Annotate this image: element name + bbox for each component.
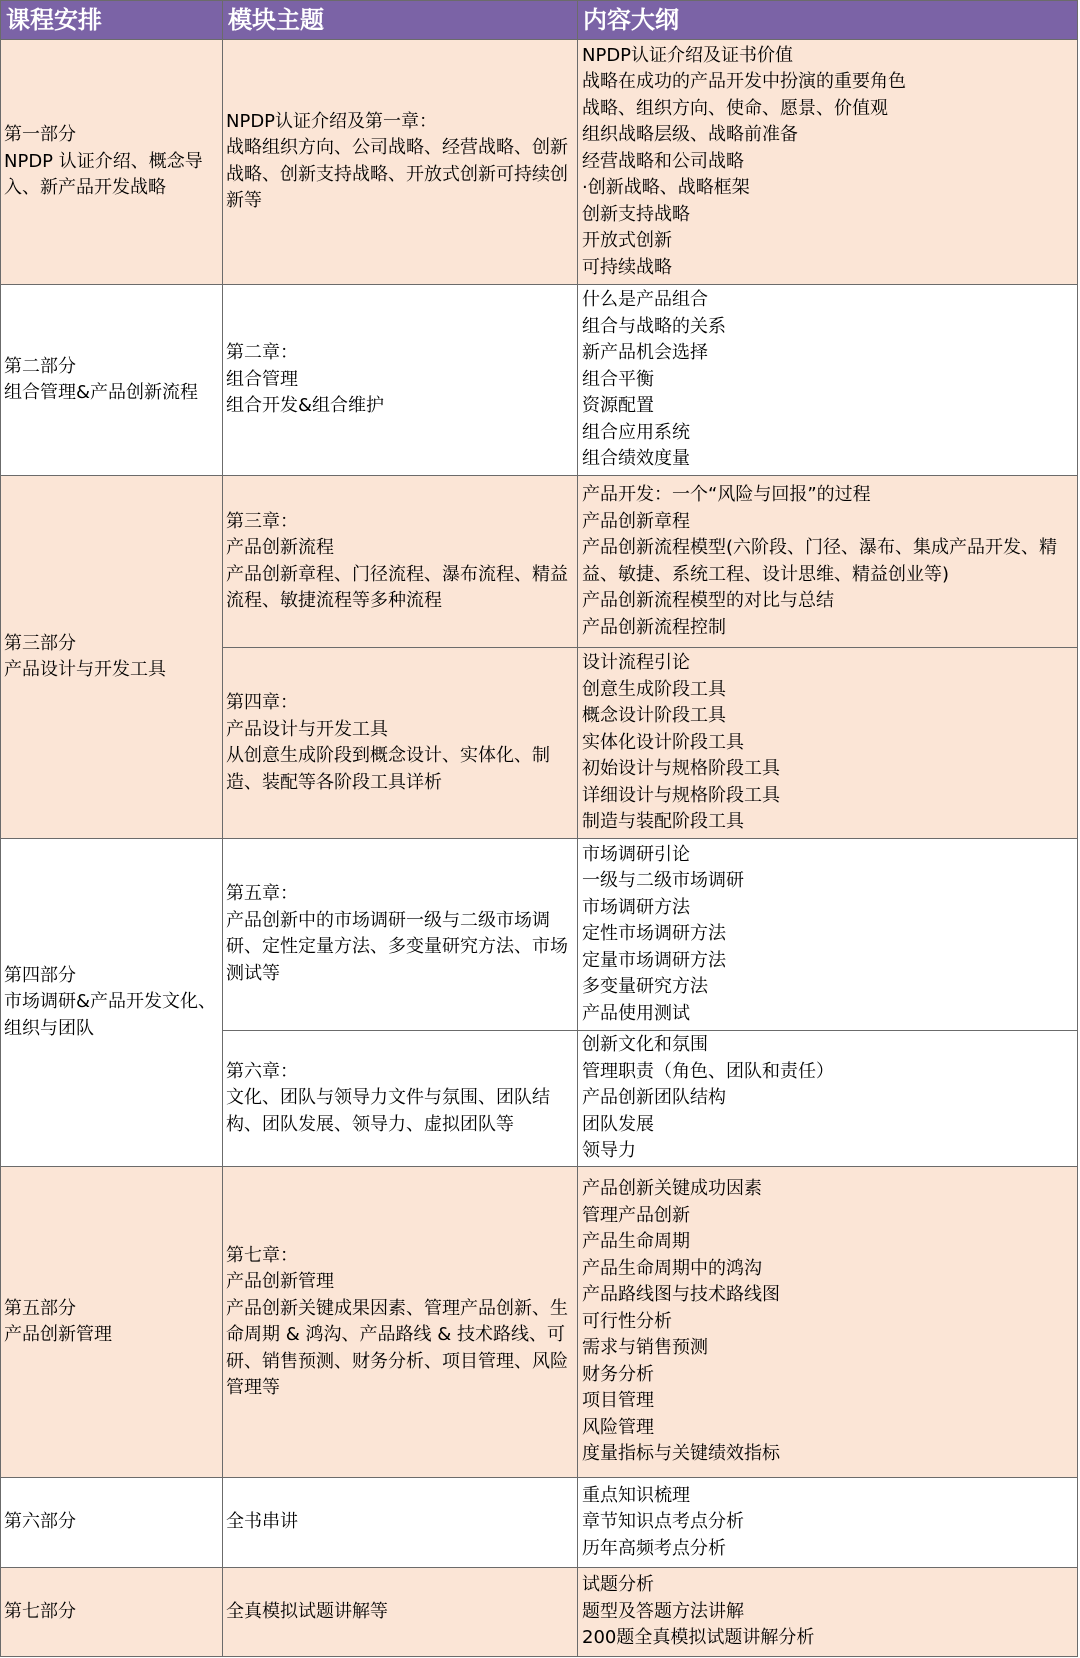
- outline-cell: [578, 284, 1078, 475]
- outline-item: 团队发展: [582, 1113, 654, 1135]
- part-label: 第四部分: [4, 964, 76, 986]
- outline-item: 产品创新章程: [582, 510, 690, 532]
- topic-line: 组合开发&组合维护: [226, 395, 385, 417]
- outline-item: 需求与销售预测: [582, 1337, 708, 1359]
- outline-cell: [578, 1167, 1078, 1478]
- outline-cell: [578, 476, 1078, 648]
- outline-item: 市场调研方法: [582, 896, 690, 918]
- outline-item: 设计流程引论: [582, 652, 690, 674]
- outline-cell: [578, 1030, 1078, 1167]
- header-module-topic: 模块主题: [223, 1, 578, 40]
- part-label: 第二部分: [4, 355, 76, 377]
- outline-item: 产品创新团队结构: [582, 1087, 726, 1109]
- part-label: 第六部分: [4, 1511, 76, 1533]
- outline-item: 创新支持战略: [582, 203, 690, 225]
- outline-item: 组合绩效度量: [582, 448, 690, 470]
- outline-item: 产品使用测试: [582, 1002, 690, 1024]
- part-cell: [1, 1567, 223, 1656]
- topic-cell: [223, 40, 578, 285]
- outline-item: 章节知识点考点分析: [582, 1511, 744, 1533]
- outline-item: 市场调研引论: [582, 843, 690, 865]
- table-row: [1, 40, 1078, 285]
- outline-item: 初始设计与规格阶段工具: [582, 758, 780, 780]
- topic-line: 产品创新中的市场调研一级与二级市场调研、定性定量方法、多变量研究方法、市场测试等: [226, 909, 568, 984]
- topic-cell: [223, 1030, 578, 1167]
- part-title: 组合管理&产品创新流程: [4, 382, 199, 404]
- outline-item: 财务分析: [582, 1363, 654, 1385]
- part-cell: [1, 1477, 223, 1567]
- outline-item: 管理产品创新: [582, 1204, 690, 1226]
- topic-line: 第二章：: [226, 342, 298, 364]
- part-title: NPDP 认证介绍、概念导入、新产品开发战略: [4, 150, 203, 199]
- header-row: [1, 1, 1078, 40]
- outline-item: 度量指标与关键绩效指标: [582, 1443, 780, 1465]
- topic-line: 第七章：: [226, 1244, 298, 1266]
- outline-item: 试题分析: [582, 1574, 654, 1596]
- topic-line: 第五章：: [226, 883, 298, 905]
- outline-item: 200题全真模拟试题讲解分析: [582, 1627, 815, 1649]
- table-row: [1, 1167, 1078, 1478]
- header-course-arrangement: 课程安排: [1, 1, 223, 40]
- topic-cell: [223, 1567, 578, 1656]
- part-title: 产品创新管理: [4, 1324, 112, 1345]
- outline-cell: [578, 839, 1078, 1030]
- outline-item: 可行性分析: [582, 1310, 672, 1332]
- part-title: 市场调研&产品开发文化、组织与团队: [4, 991, 217, 1039]
- outline-item: 多变量研究方法: [582, 976, 708, 998]
- part-cell: [1, 839, 223, 1167]
- topic-line: NPDP认证介绍及第一章：: [226, 110, 438, 132]
- part-label: 第七部分: [4, 1600, 76, 1622]
- outline-item: 组织战略层级、战略前准备: [582, 124, 798, 146]
- part-label: 第三部分: [4, 632, 76, 654]
- outline-item: 题型及答题方法讲解: [582, 1600, 744, 1622]
- outline-item: 详细设计与规格阶段工具: [582, 784, 780, 806]
- header-content-outline: 内容大纲: [578, 1, 1078, 40]
- outline-item: 经营战略和公司战略: [582, 150, 744, 172]
- outline-cell: [578, 648, 1078, 839]
- outline-item: 定性市场调研方法: [582, 923, 726, 945]
- part-cell: [1, 1167, 223, 1478]
- outline-item: 产品创新流程模型(六阶段、门径、瀑布、集成产品开发、精益、敏捷、系统工程、设计思维、精益创业等): [582, 537, 1058, 585]
- topic-line: 产品创新管理: [226, 1271, 334, 1292]
- topic-line: 组合管理: [226, 368, 298, 390]
- outline-item: 风险管理: [582, 1416, 654, 1438]
- outline-cell: [578, 1567, 1078, 1656]
- outline-item: 产品生命周期中的鸿沟: [582, 1257, 762, 1279]
- outline-cell: [578, 1477, 1078, 1567]
- topic-cell: [223, 476, 578, 648]
- part-cell: [1, 476, 223, 839]
- outline-item: 产品创新关键成功因素: [582, 1178, 762, 1200]
- part-cell: [1, 284, 223, 475]
- outline-item: 战略在成功的产品开发中扮演的重要角色: [582, 71, 906, 93]
- outline-item: 开放式创新: [582, 230, 672, 252]
- outline-item: 组合平衡: [582, 368, 654, 390]
- outline-item: 定量市场调研方法: [582, 949, 726, 971]
- topic-line: 第三章：: [226, 510, 298, 532]
- topic-line: 战略组织方向、公司战略、经营战略、创新战略、创新支持战略、开放式创新可持续创新等: [226, 137, 568, 212]
- table-row: [1, 1477, 1078, 1567]
- part-cell: [1, 40, 223, 285]
- outline-item: 产品生命周期: [582, 1231, 690, 1253]
- outline-item: 领导力: [582, 1140, 636, 1162]
- outline-item: 概念设计阶段工具: [582, 705, 726, 727]
- outline-item: 实体化设计阶段工具: [582, 731, 744, 753]
- topic-cell: [223, 1167, 578, 1478]
- topic-line: 产品创新关键成果因素、管理产品创新、生命周期 & 鸿沟、产品路线 & 技术路线、可研、销售预测、财务分析、项目管理、风险管理等: [226, 1297, 568, 1398]
- outline-item: 产品创新流程模型的对比与总结: [582, 590, 834, 612]
- outline-item: 什么是产品组合: [582, 289, 708, 311]
- table-row: [1, 284, 1078, 475]
- topic-line: 全真模拟试题讲解等: [226, 1600, 388, 1622]
- topic-line: 从创意生成阶段到概念设计、实体化、制造、装配等各阶段工具详析: [226, 745, 550, 793]
- outline-item: 资源配置: [582, 395, 654, 417]
- outline-item: 产品开发：一个“风险与回报”的过程: [582, 484, 871, 506]
- outline-item: 产品路线图与技术路线图: [582, 1284, 780, 1306]
- outline-item: 制造与装配阶段工具: [582, 811, 744, 833]
- topic-cell: [223, 839, 578, 1030]
- topic-cell: [223, 1477, 578, 1567]
- outline-item: 新产品机会选择: [582, 342, 708, 364]
- outline-item: 组合应用系统: [582, 421, 690, 443]
- outline-item: NPDP认证介绍及证书价值: [582, 44, 794, 66]
- topic-line: 产品创新流程: [226, 537, 334, 559]
- topic-cell: [223, 284, 578, 475]
- outline-item: 重点知识梳理: [582, 1484, 690, 1506]
- outline-item: 历年高频考点分析: [582, 1537, 726, 1559]
- topic-line: 文化、团队与领导力文件与氛围、团队结构、团队发展、领导力、虚拟团队等: [226, 1087, 550, 1135]
- topic-cell: [223, 648, 578, 839]
- table-row: [1, 476, 1078, 648]
- outline-item: 战略、组织方向、使命、愿景、价值观: [582, 97, 888, 119]
- outline-item: 创新文化和氛围: [582, 1034, 708, 1056]
- topic-line: 第六章：: [226, 1060, 298, 1082]
- outline-item: 可持续战略: [582, 256, 672, 278]
- topic-line: 产品创新章程、门径流程、瀑布流程、精益流程、敏捷流程等多种流程: [226, 563, 568, 612]
- outline-item: 管理职责（角色、团队和责任）: [582, 1060, 834, 1082]
- outline-cell: [578, 40, 1078, 285]
- table-row: [1, 839, 1078, 1030]
- topic-line: 第四章：: [226, 692, 298, 714]
- outline-item: 组合与战略的关系: [582, 315, 726, 337]
- outline-item: 一级与二级市场调研: [582, 870, 744, 892]
- part-label: 第一部分: [4, 124, 76, 146]
- part-label: 第五部分: [4, 1297, 76, 1319]
- outline-item: ·创新战略、战略框架: [582, 177, 750, 199]
- outline-item: 创意生成阶段工具: [582, 678, 726, 700]
- outline-item: 产品创新流程控制: [582, 616, 726, 638]
- outline-item: 项目管理: [582, 1390, 654, 1412]
- topic-line: 产品设计与开发工具: [226, 718, 388, 740]
- part-title: 产品设计与开发工具: [4, 659, 166, 681]
- topic-line: 全书串讲: [226, 1511, 298, 1533]
- table-row: [1, 1567, 1078, 1656]
